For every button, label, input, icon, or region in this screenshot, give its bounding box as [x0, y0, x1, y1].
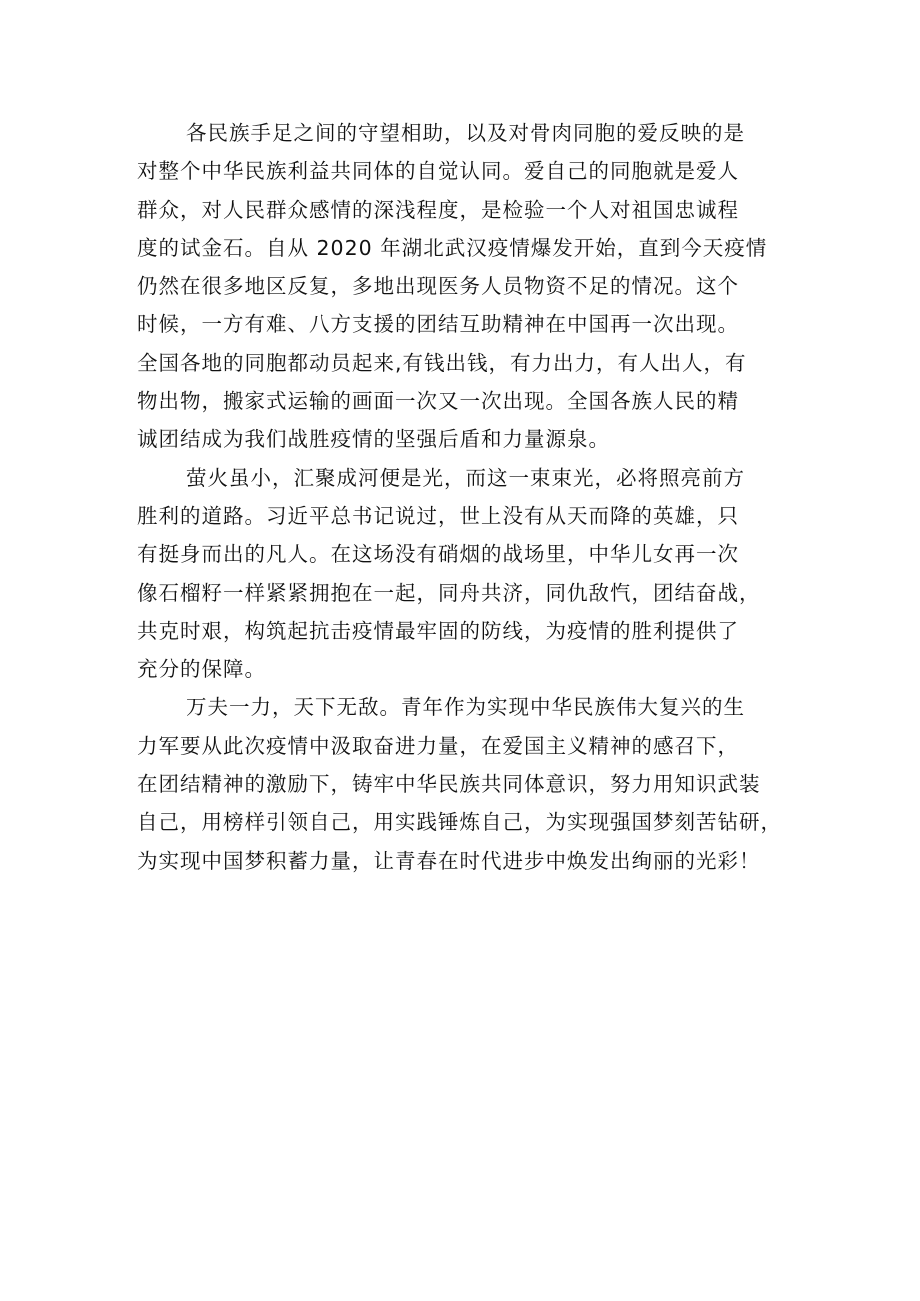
paragraph-line: 全国各地的同胞都动员起来,有钱出钱，有力出力，有人出人，有	[137, 350, 747, 375]
paragraph-line: 充分的保障。	[137, 657, 266, 682]
paragraph-2	[137, 459, 797, 689]
paragraph-line: 各民族手足之间的守望相助，以及对骨肉同胞的爱反映的是	[186, 121, 745, 145]
paragraph-line: 仍然在很多地区反复，多地出现医务人员物资不足的情况。这个	[137, 274, 739, 299]
paragraph-line: 群众，对人民群众感情的深浅程度，是检验一个人对祖国忠诚程	[137, 197, 739, 222]
paragraph-line: 度的试金石。自从 2020 年湖北武汉疫情爆发开始，直到今天疫情	[137, 235, 768, 260]
paragraph-1	[137, 114, 797, 459]
paragraph-line: 对整个中华民族利益共同体的自觉认同。爱自己的同胞就是爱人	[137, 159, 739, 184]
paragraph-line: 诚团结成为我们战胜疫情的坚强后盾和力量源泉。	[137, 427, 610, 452]
paragraph-line: 为实现中国梦积蓄力量，让青春在时代进步中焕发出绚丽的光彩！	[137, 848, 761, 873]
paragraph-line: 有挺身而出的凡人。在这场没有硝烟的战场里，中华儿女再一次	[137, 542, 739, 567]
paragraph-3	[137, 688, 797, 879]
paragraph-line: 力军要从此次疫情中汲取奋进力量，在爱国主义精神的感召下，	[137, 733, 739, 758]
paragraph-line: 万夫一力，天下无敌。青年作为实现中华民族伟大复兴的生	[186, 695, 745, 720]
paragraph-line: 物出物，搬家式运输的画面一次又一次出现。全国各族人民的精	[137, 389, 739, 414]
paragraph-line: 共克时艰，构筑起抗击疫情最牢固的防线，为疫情的胜利提供了	[137, 618, 739, 643]
paragraph-line: 胜利的道路。习近平总书记说过，世上没有从天而降的英雄，只	[137, 503, 739, 528]
document-body	[137, 114, 797, 880]
paragraph-line: 时候，一方有难、八方支援的团结互助精神在中国再一次出现。	[137, 312, 739, 337]
paragraph-line: 自己，用榜样引领自己，用实践锤炼自己，为实现强国梦刻苦钻研，	[137, 810, 782, 835]
paragraph-line: 在团结精神的激励下，铸牢中华民族共同体意识，努力用知识武装	[137, 772, 761, 797]
paragraph-line: 像石榴籽一样紧紧拥抱在一起，同舟共济，同仇敌忾，团结奋战，	[137, 580, 761, 605]
paragraph-line: 萤火虽小，汇聚成河便是光，而这一束束光，必将照亮前方	[186, 465, 745, 490]
